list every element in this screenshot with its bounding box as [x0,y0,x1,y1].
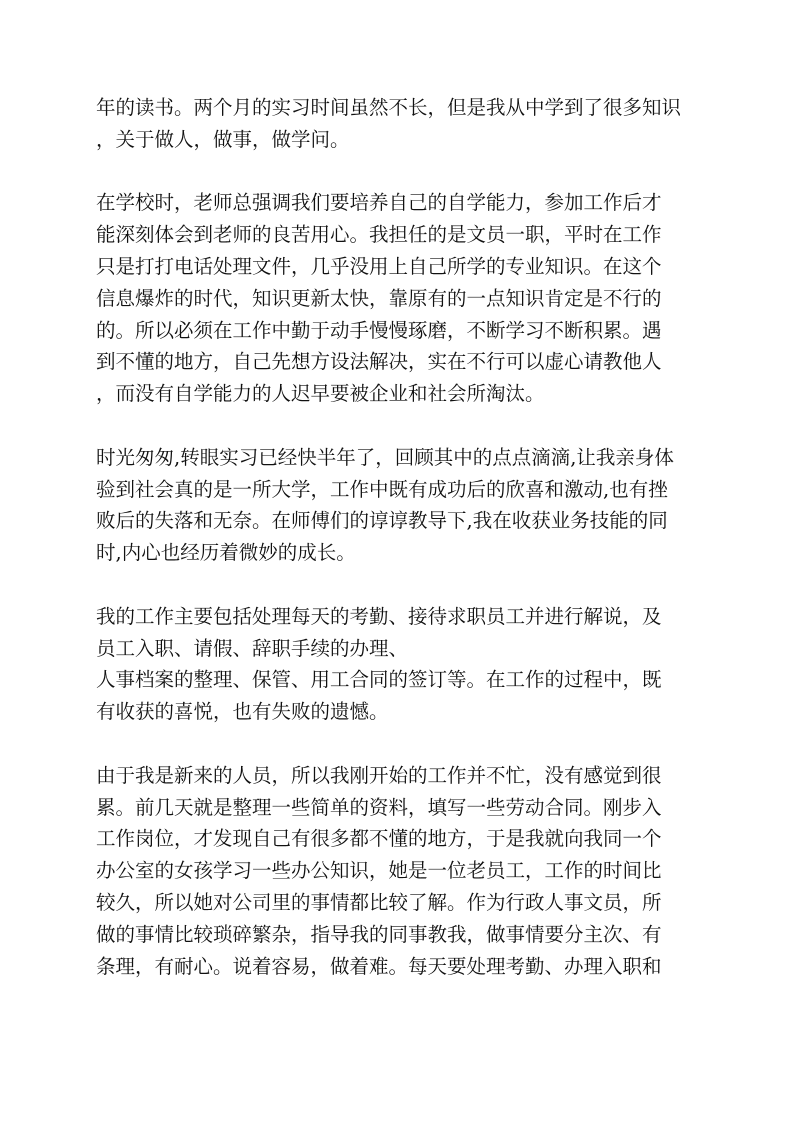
text-line: 人事档案的整理、保管、用工合同的签订等。在工作的过程中，既 [96,668,662,692]
text-line: 我的工作主要包括处理每天的考勤、接待求职员工并进行解说，及 [96,604,662,628]
text-line: 条理，有耐心。说着容易，做着难。每天要处理考勤、办理入职和 [96,954,662,978]
text-line: 年的读书。两个月的实习时间虽然不长，但是我从中学到了很多知识 [96,96,682,119]
text-line: 验到社会真的是一所大学，工作中既有成功后的欣喜和激动,也有挫 [96,477,668,501]
paragraph [96,442,706,569]
text-line: ，而没有自学能力的人迟早要被企业和社会所淘汰。 [96,382,545,406]
text-line: 工作岗位，才发现自己有很多都不懂的地方，于是我就向我同一个 [96,827,662,851]
text-line: 信息爆炸的时代，知识更新太快，靠原有的一点知识肯定是不行的 [96,286,662,310]
text-line: 由于我是新来的人员，所以我刚开始的工作并不忙，没有感觉到很 [96,763,662,787]
paragraph [96,92,706,156]
document-body [96,92,706,1014]
text-line: 只是打打电话处理文件，几乎没用上自己所学的专业知识。在这个 [96,254,662,278]
text-line: 的。所以必须在工作中勤于动手慢慢琢磨，不断学习不断积累。遇 [96,318,662,342]
text-line: 到不懂的地方，自己先想方设法解决，实在不行可以虚心请教他人 [96,350,662,374]
text-line: 在学校时，老师总强调我们要培养自己的自学能力，参加工作后才 [96,191,662,215]
paragraph [96,601,706,728]
text-line: 败后的失落和无奈。在师傅们的谆谆教导下,我在收获业务技能的同 [96,509,668,533]
text-line: 较久，所以她对公司里的事情都比较了解。作为行政人事文员，所 [96,890,662,914]
text-line: 员工入职、请假、辞职手续的办理、 [96,636,409,660]
text-line: 时,内心也经历着微妙的成长。 [96,541,356,565]
text-line: 能深刻体会到老师的良苦用心。我担任的是文员一职，平时在工作 [96,223,662,247]
text-line: 时光匆匆,转眼实习已经快半年了，回顾其中的点点滴滴,让我亲身体 [96,445,674,469]
text-line: 做的事情比较琐碎繁杂，指导我的同事教我，做事情要分主次、有 [96,922,662,946]
text-line: 办公室的女孩学习一些办公知识，她是一位老员工，工作的时间比 [96,859,662,883]
paragraph [96,187,706,410]
text-line: ，关于做人，做事，做学问。 [96,127,350,151]
text-line: 累。前几天就是整理一些简单的资料，填写一些劳动合同。刚步入 [96,795,662,819]
text-line: 有收获的喜悦，也有失败的遗憾。 [96,700,389,724]
paragraph [96,760,706,983]
